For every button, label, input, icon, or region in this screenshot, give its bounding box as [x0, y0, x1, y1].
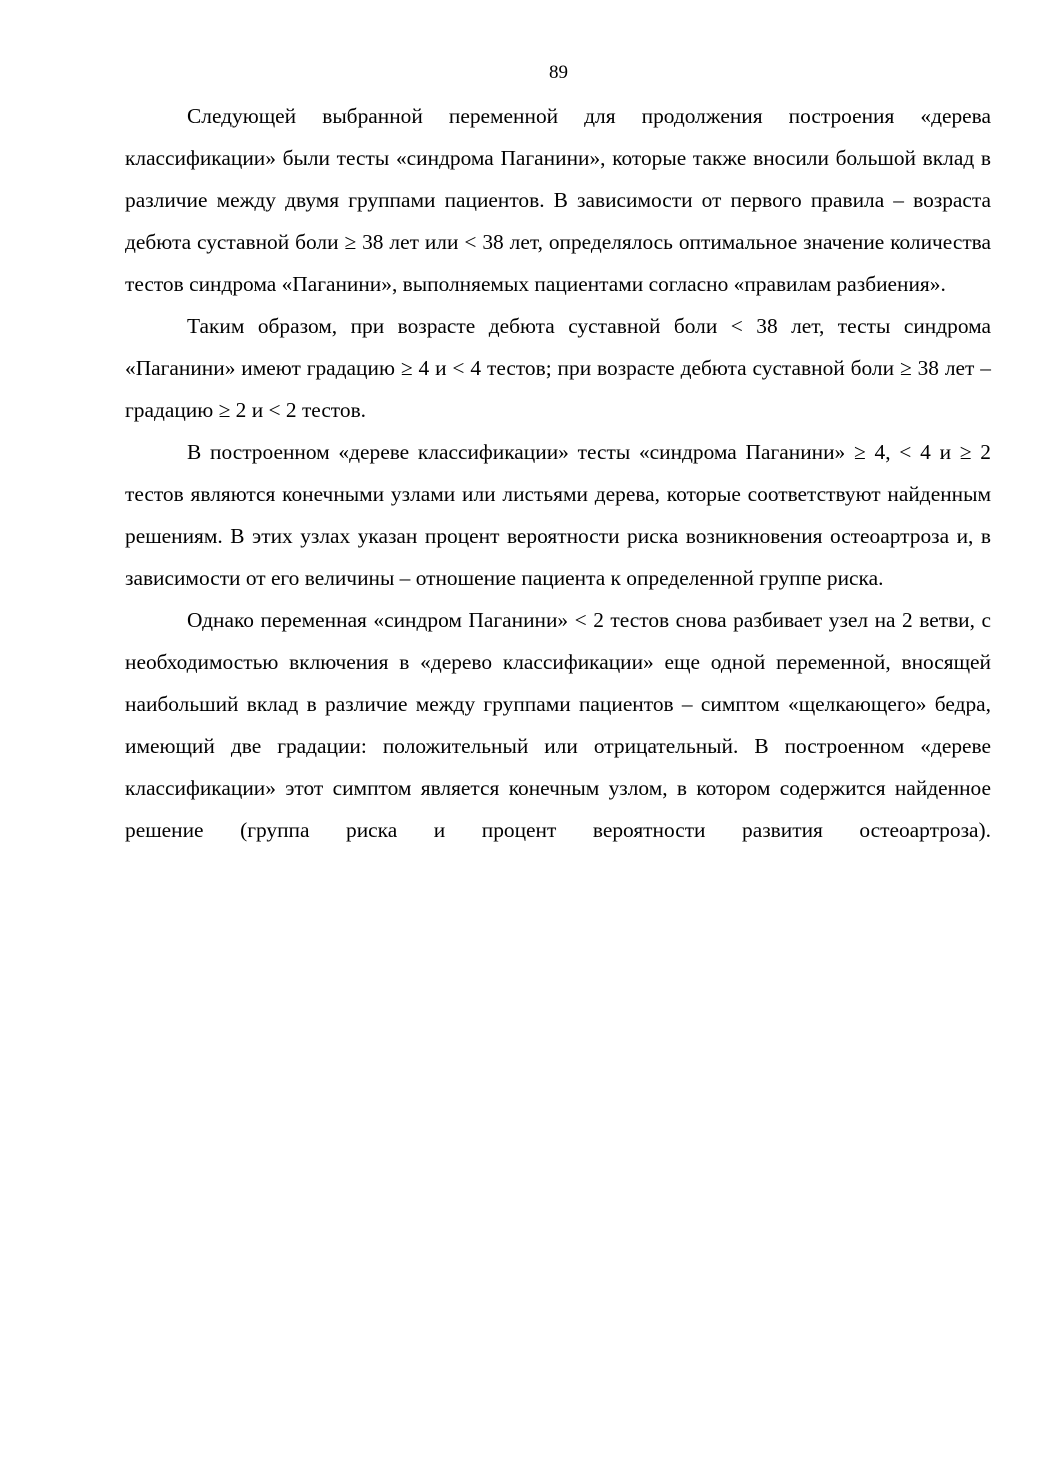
- paragraph-3: В построенном «дереве классификации» тесты «синдрома Паганини» ≥ 4, < 4 и ≥ 2 тестов являются конечными узлами или листьями дерева, которые соответствуют найденным решениям. В этих узлах указан процент вероятности риска возникновения остеоартроза и, в зависимости от его величины – отношение пациента к определенной группе риска.: [125, 440, 991, 590]
- paragraph-1: Следующей выбранной переменной для продолжения построения «дерева классификации» были тесты «синдрома Паганини», которые также вносили большой вклад в различие между двумя группами пациентов. В зависимости от первого правила – возраста дебюта суставной боли ≥ 38 лет или < 38 лет, определялось оптимальное значение количества тестов синдрома «Паганини», выполняемых пациентами согласно «правилам разбиения».: [125, 104, 991, 296]
- paragraph-2: Таким образом, при возрасте дебюта суставной боли < 38 лет, тесты синдрома «Паганини» имеют градацию ≥ 4 и < 4 тестов; при возрасте дебюта суставной боли ≥ 38 лет – градацию ≥ 2 и < 2 тестов.: [125, 314, 991, 422]
- paragraph-4: Однако переменная «синдром Паганини» < 2 тестов снова разбивает узел на 2 ветви, с необходимостью включения в «дерево классификации» еще одной переменной, вносящей наибольший вклад в различие между группами пациентов – симптом «щелкающего» бедра, имеющий две градации: положительный или отрицательный. В построенном «дереве классификации» этот симптом является конечным узлом, в котором содержится найденное решение (группа риска и процент вероятности развития остеоартроза).: [125, 608, 991, 842]
- page-number: 89: [549, 62, 568, 83]
- document-body: [125, 95, 991, 851]
